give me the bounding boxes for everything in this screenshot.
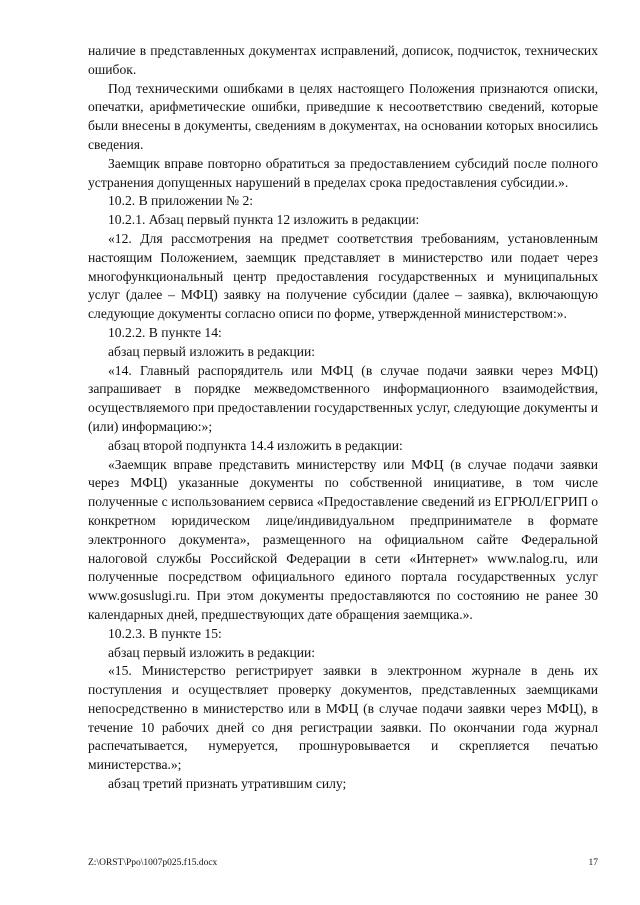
- paragraph: 10.2.3. В пункте 15:: [108, 625, 222, 641]
- paragraph: 10.2.1. Абзац первый пункта 12 изложить в редакции:: [108, 212, 420, 228]
- paragraph: наличие в представленных документах исправлений, дописок, подчисток, технических ошибок.: [88, 43, 598, 77]
- paragraph: «14. Главный распорядитель или МФЦ (в случае подачи заявки через МФЦ) запрашивает в порядке межведомственного информационного взаимодействия, осуществляемого при предоставлении государственных услуг, следующие документы и (или) информацию:»;: [88, 362, 598, 434]
- paragraph: 10.2.2. В пункте 14:: [108, 324, 222, 340]
- document-body: [88, 42, 598, 794]
- paragraph: абзац второй подпункта 14.4 изложить в редакции:: [108, 437, 403, 453]
- paragraph: «15. Министерство регистрирует заявки в электронном журнале в день их поступления и осуществляет проверку документов, представленных заемщиками непосредственно в министерство или в МФЦ (в случае подачи заявки через МФЦ), в течение 10 рабочих дней со дня регистрации заявки. По окончании года журнал распечатывается, нумеруется, прошнуровывается и скрепляется печатью министерства.»;: [88, 663, 598, 773]
- paragraph: Заемщик вправе повторно обратиться за предоставлением субсидий после полного устранения допущенных нарушений в пределах срока предоставления субсидии.».: [88, 155, 598, 190]
- page-footer: [88, 857, 598, 869]
- paragraph: «Заемщик вправе представить министерству или МФЦ (в случае подачи заявки через МФЦ) указанные документы по собственной инициативе, в том числе полученные с использованием сервиса «Предоставление сведений из ЕГРЮЛ/ЕГРИП о конкретном юридическом лице/индивидуальном предпринимателе в формате электронного документа», размещенного на официальном сайте Федеральной налоговой службы Российской Федерации в сети «Интернет» www.nalog.ru, или полученные посредством официального единого портала государственных услуг www.gosuslugi.ru. При этом документы предоставляются по состоянию не ранее 30 календарных дней, предшествующих дате обращения заемщика.».: [88, 456, 598, 622]
- paragraph: 10.2. В приложении № 2:: [108, 193, 254, 209]
- footer-file-path: Z:\ORST\Ppo\1007p025.f15.docx: [88, 858, 218, 868]
- paragraph: абзац первый изложить в редакции:: [108, 343, 316, 359]
- paragraph: «12. Для рассмотрения на предмет соответствия требованиям, установленным настоящим Положением, заемщик представляет в министерство или подает через многофункциональный центр предоставления государственных и муниципальных услуг (далее – МФЦ) заявку на получение субсидии (далее – заявка), включающую следующие документы согласно описи по форме, утвержденной министерством:».: [88, 230, 598, 322]
- paragraph: абзац третий признать утратившим силу;: [108, 776, 347, 792]
- paragraph: абзац первый изложить в редакции:: [108, 644, 316, 660]
- paragraph: Под техническими ошибками в целях настоящего Положения признаются описки, опечатки, арифметические ошибки, приведшие к несоответствию сведений, которые были внесены в документы, сведениям в документах, на основании которых вносились сведения.: [88, 80, 598, 152]
- footer-page-number: 17: [588, 858, 598, 868]
